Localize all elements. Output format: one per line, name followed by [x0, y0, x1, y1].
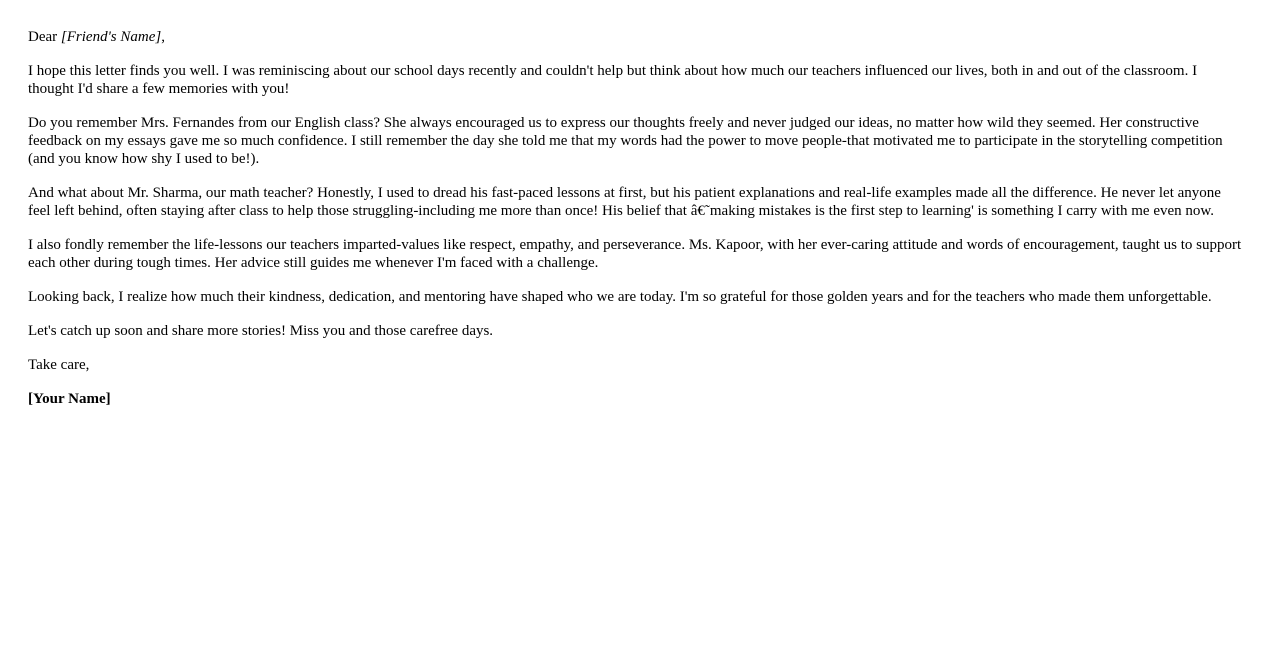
greeting-prefix: Dear — [28, 29, 61, 45]
closing: Take care, — [28, 357, 90, 373]
letter — [28, 28, 1246, 424]
paragraph-life-lessons: I also fondly remember the life-lessons our teachers imparted-values like respect, empathy, and perseverance. Ms. Kapoor, with her ever-caring attitude and words of encouragement, taught us to support each other during tough times. Her advice still guides me whenever I'm faced with a challenge. — [28, 237, 1242, 271]
signature: [Your Name] — [28, 391, 111, 407]
paragraph-looking-back: Looking back, I realize how much their kindness, dedication, and mentoring have shaped who we are today. I'm so grateful for those golden years and for the teachers who made them unforgettable. — [28, 289, 1212, 305]
paragraph-mr-sharma: And what about Mr. Sharma, our math teacher? Honestly, I used to dread his fast-paced lessons at first, but his patient explanations and real-life examples made all the difference. He never let anyone feel left behind, often staying after class to help those struggling-including me more than once! His belief that â€˜making mistakes is the first step to learning' is something I carry with me even now. — [28, 185, 1221, 219]
greeting — [28, 28, 1246, 46]
paragraph-mrs-fernandes: Do you remember Mrs. Fernandes from our English class? She always encouraged us to express our thoughts freely and never judged our ideas, no matter how wild they seemed. Her constructive feedback on my essays gave me so much confidence. I still remember the day she told me that my words had the power to move people-that motivated me to participate in the storytelling competition (and you know how shy I used to be!). — [28, 115, 1223, 167]
paragraph-catch-up: Let's catch up soon and share more stories! Miss you and those carefree days. — [28, 323, 494, 339]
greeting-recipient-name: [Friend's Name] — [60, 29, 162, 45]
paragraph-intro: I hope this letter finds you well. I was reminiscing about our school days recently and couldn't help but think about how much our teachers influenced our lives, both in and out of the classroom. I thought I'd share a few memories with you! — [28, 63, 1198, 97]
greeting-suffix: , — [161, 29, 165, 45]
